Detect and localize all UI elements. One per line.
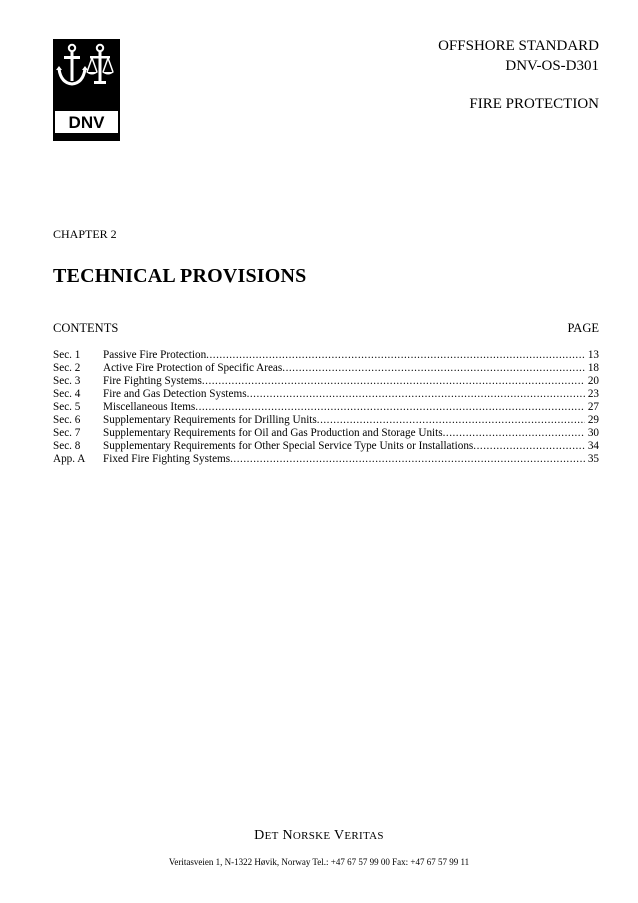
toc-leader-dots xyxy=(282,362,585,375)
toc-entry-title: Supplementary Requirements for Drilling Units xyxy=(103,414,317,426)
section-title: TECHNICAL PROVISIONS xyxy=(53,265,307,287)
organization-address: Veritasveien 1, N-1322 Høvik, Norway Tel.: +47 67 57 99 00 Fax: +47 67 57 99 11 xyxy=(168,857,470,867)
toc-page-number: 23 xyxy=(587,388,599,400)
standard-type: OFFSHORE STANDARD xyxy=(438,38,599,54)
toc-entry-title: Supplementary Requirements for Other Special Service Type Units or Installations xyxy=(103,440,474,452)
contents-heading: CONTENTS xyxy=(53,321,119,335)
dnv-logo xyxy=(53,39,120,141)
toc-page-number: 27 xyxy=(587,401,599,413)
toc-entry[interactable] xyxy=(53,414,599,427)
standard-code: DNV-OS-D301 xyxy=(505,58,599,74)
toc-section-number: Sec. 8 xyxy=(53,440,81,452)
toc-leader-dots xyxy=(195,401,585,414)
toc-page-number: 20 xyxy=(587,375,599,387)
toc-entry-title: Active Fire Protection of Specific Areas xyxy=(103,362,283,374)
toc-section-number: Sec. 2 xyxy=(53,362,81,374)
toc-leader-dots xyxy=(473,440,585,453)
toc-entry[interactable] xyxy=(53,401,599,414)
toc-entry-title: Supplementary Requirements for Oil and Gas Production and Storage Units xyxy=(103,427,443,439)
toc-entry-title: Passive Fire Protection xyxy=(103,349,207,361)
toc-page-number: 34 xyxy=(587,440,599,452)
toc-page-number: 18 xyxy=(587,362,599,374)
toc-leader-dots xyxy=(247,388,585,401)
toc-entry-title: Fire and Gas Detection Systems xyxy=(103,388,247,400)
toc-section-number: Sec. 3 xyxy=(53,375,81,387)
toc-entry[interactable] xyxy=(53,362,599,375)
standard-title: FIRE PROTECTION xyxy=(469,96,599,112)
toc-entry[interactable] xyxy=(53,375,599,388)
toc-leader-dots xyxy=(317,414,585,427)
toc-section-number: Sec. 6 xyxy=(53,414,81,426)
toc-leader-dots xyxy=(202,375,585,388)
toc-entry-title: Fire Fighting Systems xyxy=(103,375,202,387)
toc-section-number: Sec. 7 xyxy=(53,427,81,439)
table-of-contents xyxy=(53,349,599,466)
toc-entry[interactable] xyxy=(53,453,599,466)
logo-text: DNV xyxy=(68,113,105,132)
toc-page-number: 30 xyxy=(587,427,599,439)
toc-entry[interactable] xyxy=(53,388,599,401)
toc-leader-dots xyxy=(230,453,585,466)
chapter-label: CHAPTER 2 xyxy=(53,227,117,241)
toc-leader-dots xyxy=(206,349,585,362)
toc-section-number: App. A xyxy=(53,453,86,465)
toc-section-number: Sec. 5 xyxy=(53,401,81,413)
toc-leader-dots xyxy=(443,427,585,440)
toc-page-number: 13 xyxy=(587,349,599,361)
anchor-scales-emblem-icon xyxy=(53,39,120,141)
toc-entry-title: Miscellaneous Items xyxy=(103,401,196,413)
toc-entry[interactable] xyxy=(53,440,599,453)
toc-section-number: Sec. 1 xyxy=(53,349,81,361)
toc-entry[interactable] xyxy=(53,349,599,362)
page-heading: PAGE xyxy=(567,321,599,335)
toc-entry-title: Fixed Fire Fighting Systems xyxy=(103,453,231,465)
toc-page-number: 35 xyxy=(587,453,599,465)
organization-name: DET NORSKE VERITAS xyxy=(254,828,384,843)
toc-page-number: 29 xyxy=(587,414,599,426)
toc-entry[interactable] xyxy=(53,427,599,440)
toc-section-number: Sec. 4 xyxy=(53,388,81,400)
